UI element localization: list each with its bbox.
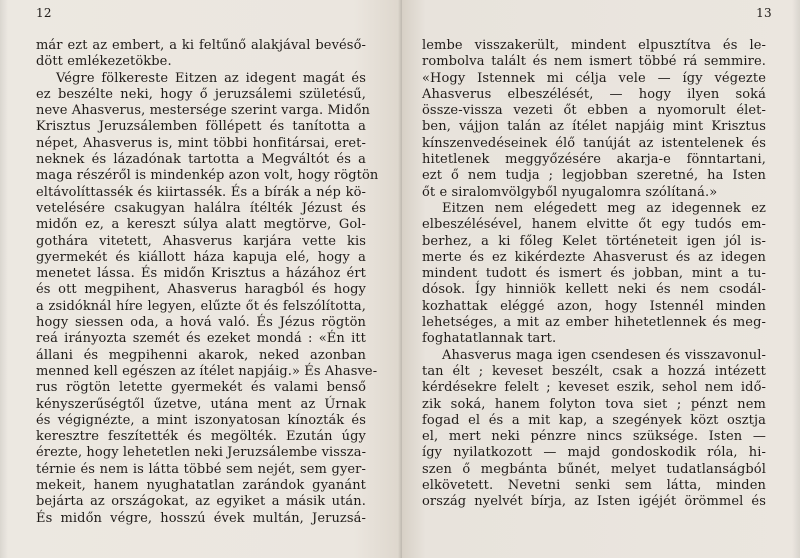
right-page <box>402 0 800 558</box>
text-line: kérdésekre felelt ; keveset eszik, sehol nem idő- <box>422 380 766 396</box>
text-line: szen ő megbánta bűnét, melyet tudatlanságból <box>422 461 766 477</box>
text-line: vetelésére csakugyan halálra ítélték Jézust és <box>36 200 366 216</box>
text-line: így nyilatkozott — majd gondoskodik róla, hi- <box>422 445 766 461</box>
text-line: maga részéről is mindenkép azon volt, hogy rögtön <box>36 168 379 184</box>
text-line: foghatatlannak tart. <box>422 331 557 347</box>
text-line: érezte, hogy lehetetlen neki Jeruzsálembe vissza- <box>36 445 367 461</box>
left-page-number: 12 <box>36 6 52 20</box>
text-line: mekeit, hanem nyughatatlan zarándok gyanánt <box>36 478 366 494</box>
text-line: ben, vájjon talán az ítélet napjáig mint Krisztus <box>422 119 766 135</box>
text-line: hogy siessen oda, a hová való. És Jézus rögtön <box>36 315 366 331</box>
text-line: eltávolíttassék és kiirtassék. És a bírák a nép kö- <box>36 184 366 200</box>
text-line: tan élt ; keveset beszélt, csak a hozzá intézett <box>422 363 766 379</box>
text-line: berhez, a ki főleg Kelet történeteit igen jól is- <box>422 233 766 249</box>
text-line: és ott megpihent, Ahasverus haragból és hogy <box>36 282 366 298</box>
text-line: lembe visszakerült, mindent elpusztítva és le- <box>422 38 766 53</box>
text-line: össze-vissza vezeti őt ebben a nyomorult élet- <box>422 103 766 119</box>
text-line: Végre fölkereste Eitzen az idegent magát és <box>56 70 366 86</box>
text-line: rus rögtön letette gyermekét és valami benső <box>36 380 366 396</box>
text-line: rombolva talált és nem ismert többé rá semmire. <box>422 54 766 70</box>
right-page-edge-shadow <box>792 0 800 558</box>
text-line: gyermekét és kiállott háza kapuja elé, hogy a <box>36 249 366 265</box>
text-line: lehetséges, a mit az ember hihetetlennek és meg- <box>422 315 766 331</box>
text-line: bejárta az országokat, az egyiket a másik után. <box>36 494 366 510</box>
text-line: mindent tudott és ismert és jobban, mint a tu- <box>422 266 766 282</box>
right-page-text <box>422 38 766 511</box>
text-line: ez beszélte neki, hogy ő jeruzsálemi születésű, <box>36 86 366 102</box>
text-line: fogad el és a mit kap, a szegények közt osztja <box>422 412 766 428</box>
text-line: kínszenvedéseinek élő tanúját az istentelenek és <box>422 135 766 151</box>
text-line: elbeszélésével, hanem elvitte őt egy tudós em- <box>422 217 766 233</box>
right-page-number: 13 <box>756 6 772 20</box>
text-line: És midőn végre, hosszú évek multán, Jeruzsá- <box>36 510 366 526</box>
text-line: ország nyelvét bírja, az Isten igéjét örömmel és <box>422 494 766 510</box>
left-page-edge-shadow <box>0 0 8 558</box>
text-line: Krisztus Jeruzsálemben föllépett és tanította a <box>36 119 366 135</box>
text-line: ezt ő nem tudja ; legjobban szeretné, ha Isten <box>422 168 766 184</box>
text-line: kényszerűségtől űzetve, utána ment az Úrnak <box>36 396 366 412</box>
text-line: Ahasverus maga igen csendesen és visszavonul- <box>442 347 766 363</box>
text-line: el, mert neki pénzre nincs szüksége. Isten — <box>422 429 766 445</box>
left-page-text <box>36 38 379 527</box>
text-line: menned kell egészen az ítélet napjáig.» És Ahasve- <box>36 363 378 379</box>
text-line: és végignézte, a mint iszonyatosan kínozták és <box>36 412 366 428</box>
text-line: zik soká, hanem folyton tova siet ; pénzt nem <box>422 396 766 412</box>
text-line: reá irányozta szemét és ezeket mondá : «Én itt <box>36 331 366 347</box>
text-line: Ahasverus elbeszélését, — hogy ilyen soká <box>422 86 766 102</box>
text-line: térnie és nem is látta többé sem nejét, sem gyer- <box>36 461 366 477</box>
text-line: merte és ez kikérdezte Ahasverust és az idegen <box>422 249 766 265</box>
text-line: népet, Ahasverus is, mint többi honfitársai, eret- <box>36 135 366 151</box>
text-line: neve Ahasverus, mestersége szerint varga. Midőn <box>36 103 370 119</box>
text-line: gothára vitetett, Ahasverus karjára vette kis <box>36 233 366 249</box>
text-line: keresztre feszítették és megölték. Ezután úgy <box>36 429 366 445</box>
text-line: már ezt az embert, a ki feltűnő alakjával bevéső- <box>36 38 366 53</box>
text-line: dósok. Így hinniök kellett neki és nem csodál- <box>422 282 766 298</box>
text-line: dött emlékezetökbe. <box>36 54 172 70</box>
text-line: kozhattak eléggé azon, hogy Istennél minden <box>422 298 766 314</box>
text-line: elkövetett. Nevetni senki sem látta, minden <box>422 478 766 494</box>
text-line: Eitzen nem elégedett meg az idegennek ez <box>442 200 766 216</box>
text-line: a zsidóknál híre legyen, elűzte őt és felszólította, <box>36 298 366 314</box>
text-line: hitetlenek meggyőzésére akarja-e fönntartani, <box>422 152 766 168</box>
text-line: «Hogy Istennek mi célja vele — így végezte <box>422 70 766 86</box>
text-line: menetet lássa. És midőn Krisztus a házához ért <box>36 266 366 282</box>
text-line: midőn ez, a kereszt súlya alatt megtörve, Gol- <box>36 217 366 233</box>
text-line: őt e siralomvölgyből nyugalomra szólítaná.» <box>422 184 718 200</box>
text-line: neknek és lázadónak tartotta a Megváltót és a <box>36 152 366 168</box>
text-line: állani és megpihenni akarok, neked azonban <box>36 347 366 363</box>
